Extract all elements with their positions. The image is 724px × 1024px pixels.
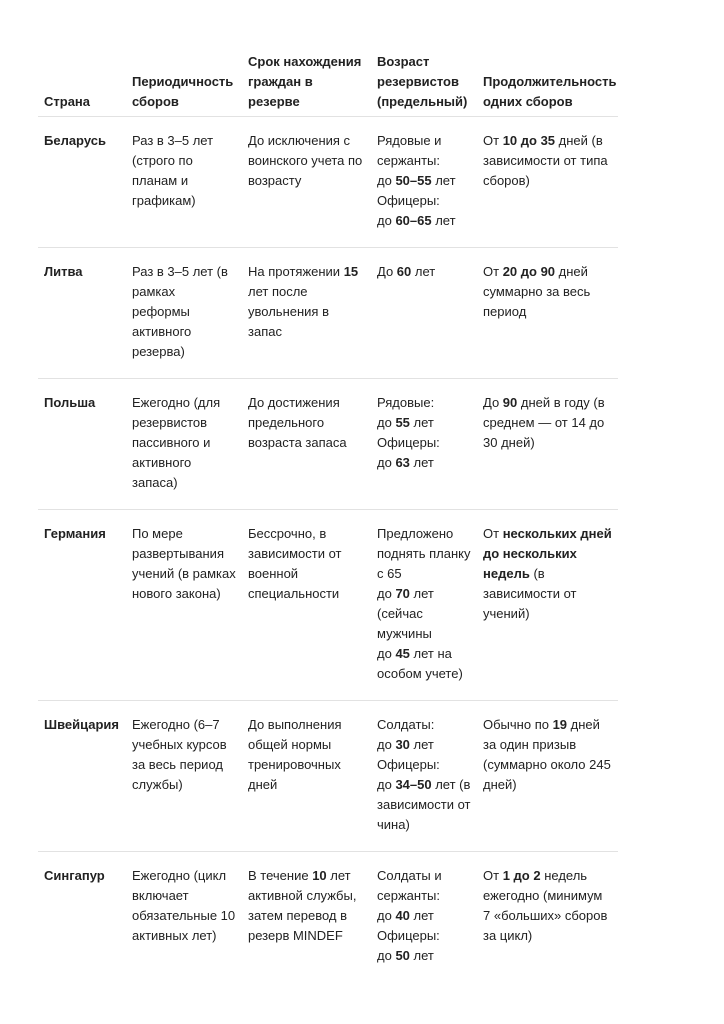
header-duration: Продолжительность одних сборов	[477, 52, 618, 117]
cell-duration	[477, 701, 618, 852]
text-segment: лет	[409, 415, 434, 430]
text-segment: От	[483, 526, 503, 541]
emphasis-text: 55	[395, 415, 410, 430]
emphasis-text: нескольких дней до нескольких недель	[483, 526, 612, 581]
text-segment: До	[377, 264, 397, 279]
text-segment: До выполнения общей нормы тренировочных дней	[248, 717, 342, 792]
cell-age-limit	[371, 510, 477, 701]
cell-age-limit	[371, 379, 477, 510]
text-segment: лет	[409, 948, 434, 963]
emphasis-text: 15	[343, 264, 359, 279]
emphasis-text: 10	[312, 868, 327, 883]
age-line	[377, 735, 471, 755]
age-line	[377, 211, 471, 231]
text-segment: Обычно по	[483, 717, 553, 732]
reservist-comparison-table	[38, 52, 618, 982]
cell-country: Литва	[38, 248, 126, 379]
cell-reserve-term	[242, 852, 371, 983]
text-segment: лет	[409, 455, 434, 470]
header-country: Страна	[38, 52, 126, 117]
age-line	[377, 191, 471, 211]
cell-reserve-term	[242, 117, 371, 248]
text-segment: Солдаты:	[377, 717, 435, 732]
text-segment: до	[377, 777, 396, 792]
emphasis-text: 10 до 35	[502, 133, 556, 148]
text-segment: Предложено поднять планку с 65	[377, 526, 471, 581]
text-segment: Офицеры:	[377, 193, 440, 208]
table-header-row	[38, 52, 618, 117]
text-segment: Рядовые и сержанты:	[377, 133, 442, 168]
cell-age-limit	[371, 852, 477, 983]
age-line	[377, 775, 471, 835]
text-segment: Ежегодно (цикл включает обязательные 10 активных лет)	[132, 868, 236, 943]
table-row	[38, 510, 618, 701]
emphasis-text: 20 до 90	[502, 264, 556, 279]
table-row	[38, 379, 618, 510]
text-segment: лет после увольнения в запас	[248, 284, 329, 339]
cell-reserve-term	[242, 701, 371, 852]
cell-duration	[477, 248, 618, 379]
cell-periodicity	[126, 117, 242, 248]
age-line	[377, 946, 471, 966]
age-line	[377, 715, 471, 735]
cell-country: Германия	[38, 510, 126, 701]
emphasis-text: 34–50	[395, 777, 432, 792]
text-segment: По мере развертывания учений (в рамках нового закона)	[132, 526, 236, 601]
text-segment: до	[377, 908, 396, 923]
age-line	[377, 644, 471, 684]
text-segment: дней в году (в среднем — от 14 до 30 дней)	[483, 395, 605, 450]
text-segment: до	[377, 737, 396, 752]
cell-reserve-term	[242, 510, 371, 701]
text-segment: (в зависимости от учений)	[483, 566, 577, 621]
cell-age-limit	[371, 117, 477, 248]
text-segment: От	[483, 264, 503, 279]
age-line	[377, 171, 471, 191]
age-line	[377, 755, 471, 775]
cell-duration	[477, 510, 618, 701]
text-segment: Ежегодно (6–7 учебных курсов за весь период службы)	[132, 717, 227, 792]
text-segment: лет (сейчас мужчины	[377, 586, 434, 641]
text-segment: До	[483, 395, 503, 410]
text-segment: лет	[409, 737, 434, 752]
text-segment: дней (в зависимости от типа сборов)	[483, 133, 608, 188]
emphasis-text: 45	[395, 646, 410, 661]
cell-periodicity	[126, 701, 242, 852]
text-segment: На протяжении	[248, 264, 344, 279]
text-segment: до	[377, 173, 396, 188]
age-line	[377, 393, 471, 413]
header-periodicity: Периодичность сборов	[126, 52, 242, 117]
cell-country: Сингапур	[44, 868, 105, 883]
text-segment: до	[377, 586, 396, 601]
text-segment: до	[377, 948, 396, 963]
age-line	[377, 926, 471, 946]
text-segment: до	[377, 415, 396, 430]
cell-age-limit	[371, 701, 477, 852]
text-segment: лет (в зависимости от чина)	[377, 777, 471, 832]
age-line	[377, 584, 471, 644]
emphasis-text: 19	[552, 717, 568, 732]
cell-duration	[477, 852, 618, 983]
age-line	[377, 906, 471, 926]
text-segment: лет активной службы, затем перевод в резерв MINDEF	[248, 868, 357, 943]
text-segment: лет	[409, 908, 434, 923]
table-row	[38, 248, 618, 379]
age-line	[377, 866, 471, 906]
table-body	[38, 117, 618, 983]
emphasis-text: 70	[395, 586, 410, 601]
text-segment: лет	[411, 264, 436, 279]
text-segment: Рядовые:	[377, 395, 435, 410]
text-segment: недель ежегодно (минимум 7 «больших» сборов за цикл)	[483, 868, 608, 943]
cell-periodicity	[126, 510, 242, 701]
emphasis-text: 1 до 2	[502, 868, 541, 883]
text-segment: Бессрочно, в зависимости от военной специальности	[248, 526, 342, 601]
text-segment: Ежегодно (для резервистов пассивного и активного запаса)	[132, 395, 221, 490]
text-segment: Раз в 3–5 лет (в рамках реформы активного резерва)	[132, 264, 228, 359]
text-segment: До исключения с воинского учета по возрасту	[248, 133, 363, 188]
text-segment: В течение	[248, 868, 313, 883]
header-reserve-term: Срок нахождения граждан в резерве	[242, 52, 371, 117]
emphasis-text: 50–55	[395, 173, 432, 188]
cell-country: Беларусь	[38, 117, 126, 248]
cell-country: Швейцария	[38, 701, 126, 852]
age-line	[377, 433, 471, 453]
emphasis-text: 63	[395, 455, 410, 470]
age-line	[377, 524, 471, 584]
cell-periodicity	[126, 852, 242, 983]
text-segment: лет на особом учете)	[377, 646, 463, 681]
text-segment: Раз в 3–5 лет (строго по планам и графикам)	[132, 133, 214, 208]
age-line	[377, 131, 471, 171]
cell-country: Польша	[38, 379, 126, 510]
text-segment: лет	[431, 213, 456, 228]
emphasis-text: 50	[395, 948, 410, 963]
text-segment: Офицеры:	[377, 757, 440, 772]
cell-reserve-term	[242, 248, 371, 379]
text-segment: до	[377, 646, 396, 661]
cell-age-limit	[371, 248, 477, 379]
age-line	[377, 413, 471, 433]
cell-reserve-term	[242, 379, 371, 510]
emphasis-text: 90	[502, 395, 518, 410]
age-line	[377, 453, 471, 473]
text-segment: лет	[431, 173, 456, 188]
text-segment: Офицеры:	[377, 928, 440, 943]
text-segment: От	[483, 133, 503, 148]
emphasis-text: 60	[396, 264, 412, 279]
document	[38, 52, 618, 982]
emphasis-text: 60–65	[395, 213, 432, 228]
text-segment: Солдаты и сержанты:	[377, 868, 442, 903]
age-line	[377, 262, 471, 282]
table-row	[38, 852, 618, 983]
header-age-limit: Возраст резервистов (предельный)	[371, 52, 477, 117]
emphasis-text: 40	[395, 908, 410, 923]
cell-duration	[477, 117, 618, 248]
emphasis-text: 30	[395, 737, 410, 752]
text-segment: дней суммарно за весь период	[483, 264, 591, 319]
text-segment: От	[483, 868, 503, 883]
cell-periodicity	[126, 248, 242, 379]
text-segment: Офицеры:	[377, 435, 440, 450]
table-row	[38, 701, 618, 852]
text-segment: до	[377, 213, 396, 228]
text-segment: До достижения предельного возраста запаса	[248, 395, 347, 450]
table-row	[38, 117, 618, 248]
text-segment: дней за один призыв (суммарно около 245 дней)	[483, 717, 611, 792]
cell-duration	[477, 379, 618, 510]
text-segment: до	[377, 455, 396, 470]
cell-periodicity	[126, 379, 242, 510]
